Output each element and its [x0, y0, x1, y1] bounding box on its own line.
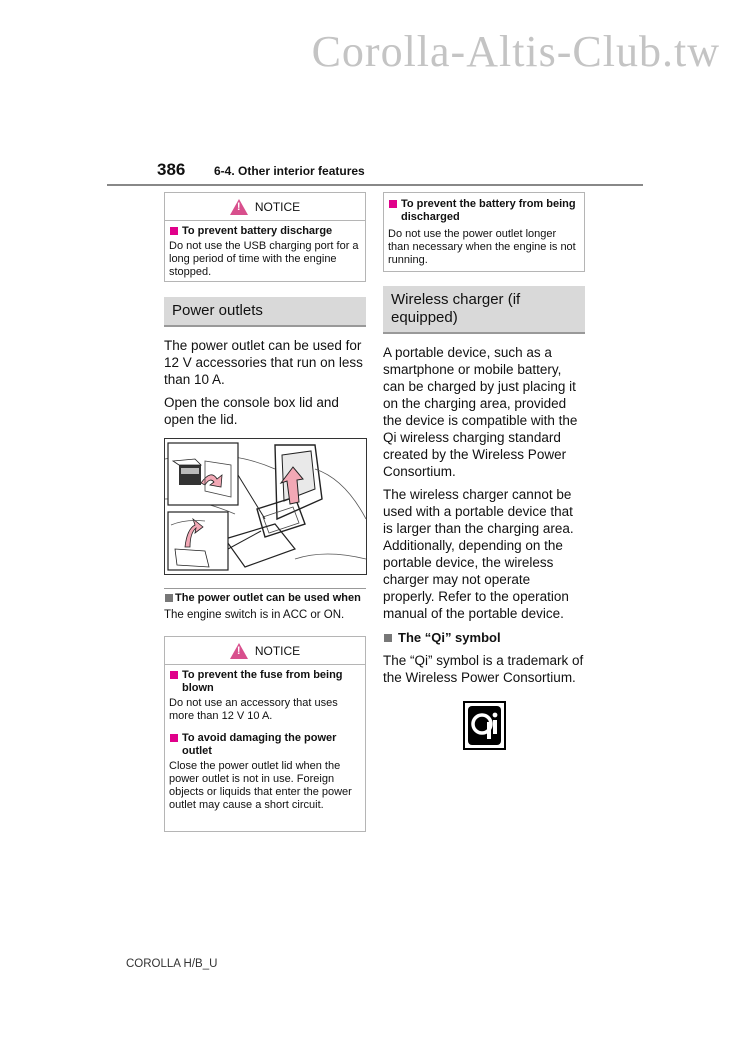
warning-triangle-icon — [230, 643, 248, 659]
notice-text: Do not use an accessory that uses more than 12 V 10 A. — [169, 697, 338, 722]
notice-subheading — [388, 198, 580, 224]
notice-header — [169, 197, 361, 217]
notice-text: Do not use the power outlet longer than necessary when the engine is not running. — [388, 228, 576, 266]
section-title: 6-4. Other interior features — [214, 164, 365, 178]
paragraph: Open the console box lid and open the lid. — [164, 395, 339, 427]
qi-logo-mark — [468, 706, 501, 745]
subheading-text: The power outlet can be used when — [175, 592, 361, 604]
console-illustration-svg — [165, 439, 366, 574]
notice-subheading — [169, 225, 361, 238]
bullet-square-icon — [389, 200, 397, 208]
heading-wireless-charger: Wireless charger (if equipped) — [383, 286, 585, 334]
right-column — [383, 192, 585, 686]
bullet-square-icon — [170, 734, 178, 742]
notice-label: NOTICE — [254, 643, 301, 658]
subheading-body: The engine switch is in ACC or ON. — [164, 609, 345, 621]
divider — [165, 664, 365, 665]
notice-subheading-text: To prevent the battery from being discharged — [401, 198, 576, 223]
bullet-square-icon — [170, 227, 178, 235]
console-power-outlet-illustration — [164, 438, 367, 575]
notice-box-fuse — [164, 636, 366, 832]
warning-triangle-icon — [230, 199, 248, 215]
notice-subheading — [169, 669, 361, 695]
notice-subheading-text: To prevent the fuse from being blown — [182, 669, 343, 694]
watermark: Corolla-Altis-Club.tw — [311, 27, 720, 76]
paragraph: The wireless charger cannot be used with a portable device that is larger than the charging area. Additionally, depending on the portable device, the wireless charger may not operate properly. Refer to the operation manual of the portable device. — [383, 487, 574, 621]
left-column — [164, 192, 366, 832]
paragraph: The power outlet can be used for 12 V accessories that run on less than 10 A. — [164, 338, 363, 387]
subheading-text: The “Qi” symbol — [398, 630, 501, 645]
notice-text: Do not use the USB charging port for a long period of time with the engine stopped. — [169, 240, 359, 278]
subheading-when-usable — [164, 588, 366, 605]
notice-label: NOTICE — [254, 199, 301, 214]
paragraph: The “Qi” symbol is a trademark of the Wireless Power Consortium. — [383, 653, 584, 685]
notice-box-battery-discharge — [383, 192, 585, 272]
notice-subheading-text: To avoid damaging the power outlet — [182, 732, 337, 757]
divider — [165, 220, 365, 221]
notice-header — [169, 641, 361, 661]
paragraph: A portable device, such as a smartphone or mobile battery, can be charged by just placing it on the charging area, provided the device is compatible with the Qi wireless charging standard created by the Wireless Power Consortium. — [383, 345, 578, 479]
qi-logo-svg — [468, 706, 501, 745]
bullet-square-icon — [384, 634, 392, 642]
bullet-square-icon — [170, 671, 178, 679]
notice-subheading-text: To prevent battery discharge — [182, 225, 333, 237]
page-number: 386 — [157, 160, 186, 179]
footer-model: COROLLA H/B_U — [126, 958, 218, 970]
notice-box-battery — [164, 192, 366, 282]
bullet-square-icon — [165, 594, 173, 602]
qi-logo-icon — [463, 701, 506, 750]
notice-text: Close the power outlet lid when the power outlet is not in use. Foreign objects or liquids that enter the power outlet may cause a short circuit. — [169, 760, 352, 811]
subheading-qi-symbol — [383, 630, 585, 646]
heading-power-outlets: Power outlets — [164, 297, 366, 327]
notice-subheading — [169, 732, 361, 758]
page-header — [107, 160, 643, 186]
